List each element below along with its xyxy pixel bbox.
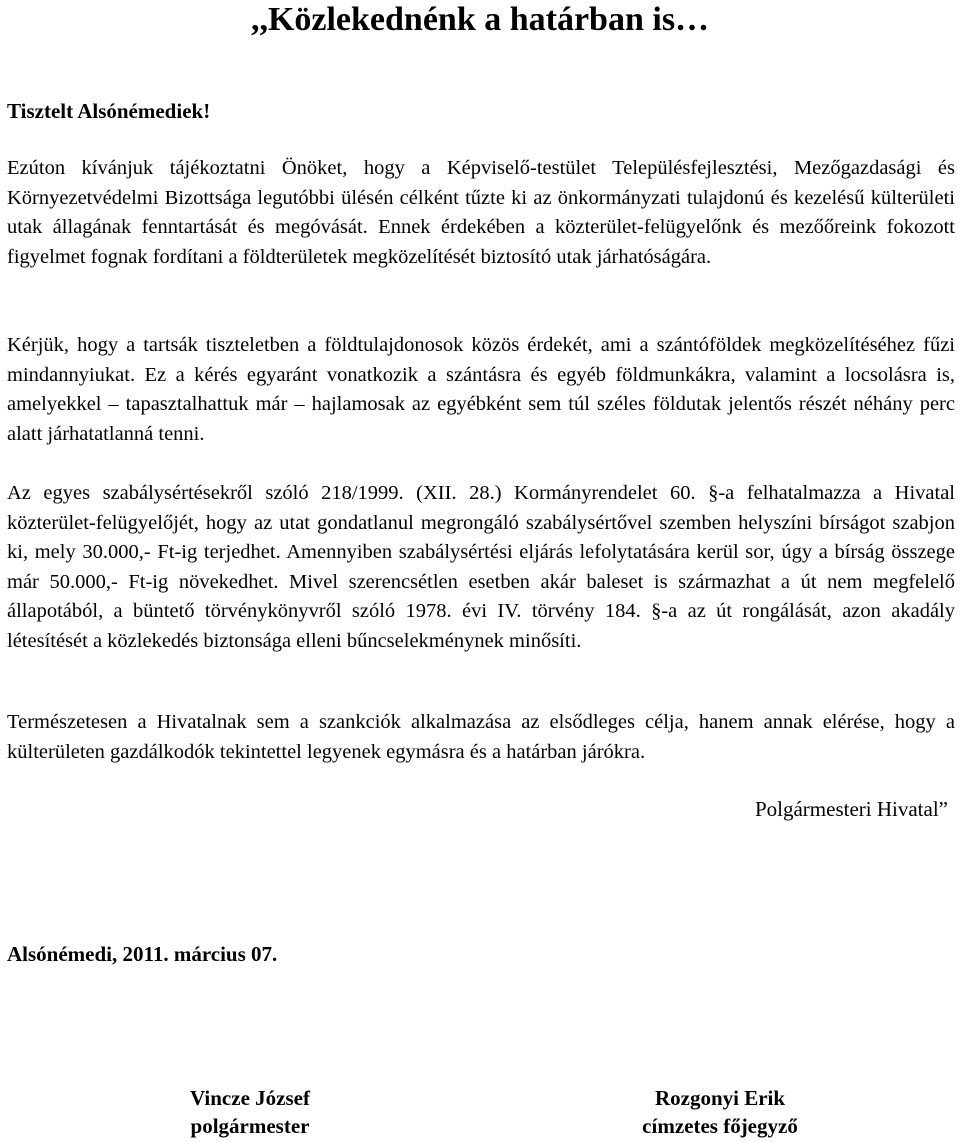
signature-name: Rozgonyi Erik [654, 1086, 786, 1110]
paragraph-1: Ezúton kívánjuk tájékoztatni Önöket, hogy a Képviselő-testület Településfejlesztési, Mezőgazdasági és Környezetvédelmi Bizottsága legutóbbi ülésén célként tűzte ki az önkormányzati tulajdonú és kezelésű külterületi utak állagának fenntartását és megóvását. Ennek érdekében a közterület-felügyelőnk és mezőőreink fokozott figyelmet fognak fordítani a földterületek megközelítését biztosító utak járhatóságára. [7, 157, 955, 268]
signature-name: Vincze József [190, 1086, 310, 1110]
document-date: Alsónémedi, 2011. március 07. [7, 942, 278, 966]
document-title: ,,Közlekednénk a határban is… [250, 1, 710, 38]
paragraph-3: Az egyes szabálysértésekről szóló 218/1999. (XII. 28.) Kormányrendelet 60. §-a felhatalmazza a Hivatal közterület-felügyelőjét, hogy az utat gondatlanul megrongáló szabálysértővel szemben helyszíni bírságot szabjon ki, mely 30.000,- Ft-ig terjedhet. Amennyiben szabálysértési eljárás lefolytatására kerül sor, úgy a bírság összege már 50.000,- Ft-ig növekedhet. Mivel szerencsétlen esetben akár baleset is származhat a út nem megfelelő állapotából, a büntető törvénykönyvről szóló 1978. évi IV. törvény 184. §-a az út rongálását, azon akadály létesítését a közlekedés biztonsága elleni bűncselekménynek minősíti. [7, 482, 955, 652]
signature-role: polgármester [190, 1114, 310, 1138]
paragraph-2: Kérjük, hogy a tartsák tiszteletben a földtulajdonosok közös érdekét, ami a szántóföldek megközelítéséhez fűzi mindannyiukat. Ez a kérés egyaránt vonatkozik a szántásra és egyéb földmunkákra, valamint a locsolásra is, amelyekkel – tapasztalhattuk már – hajlamosak az egyébként sem túl széles földutak jelentős részét néhány perc alatt járhatatlanná tenni. [7, 334, 955, 445]
paragraph-4: Természetesen a Hivatalnak sem a szankciók alkalmazása az elsődleges célja, hanem annak elérése, hogy a külterületen gazdálkodók tekintettel legyenek egymásra és a határban járókra. [7, 711, 955, 763]
signature-role: címzetes főjegyző [642, 1114, 798, 1138]
salutation: Tisztelt Alsónémediek! [7, 99, 211, 123]
signature-block-mayor [150, 1084, 350, 1140]
signoff: Polgármesteri Hivatal” [754, 797, 948, 821]
signature-block-notary [600, 1084, 840, 1140]
